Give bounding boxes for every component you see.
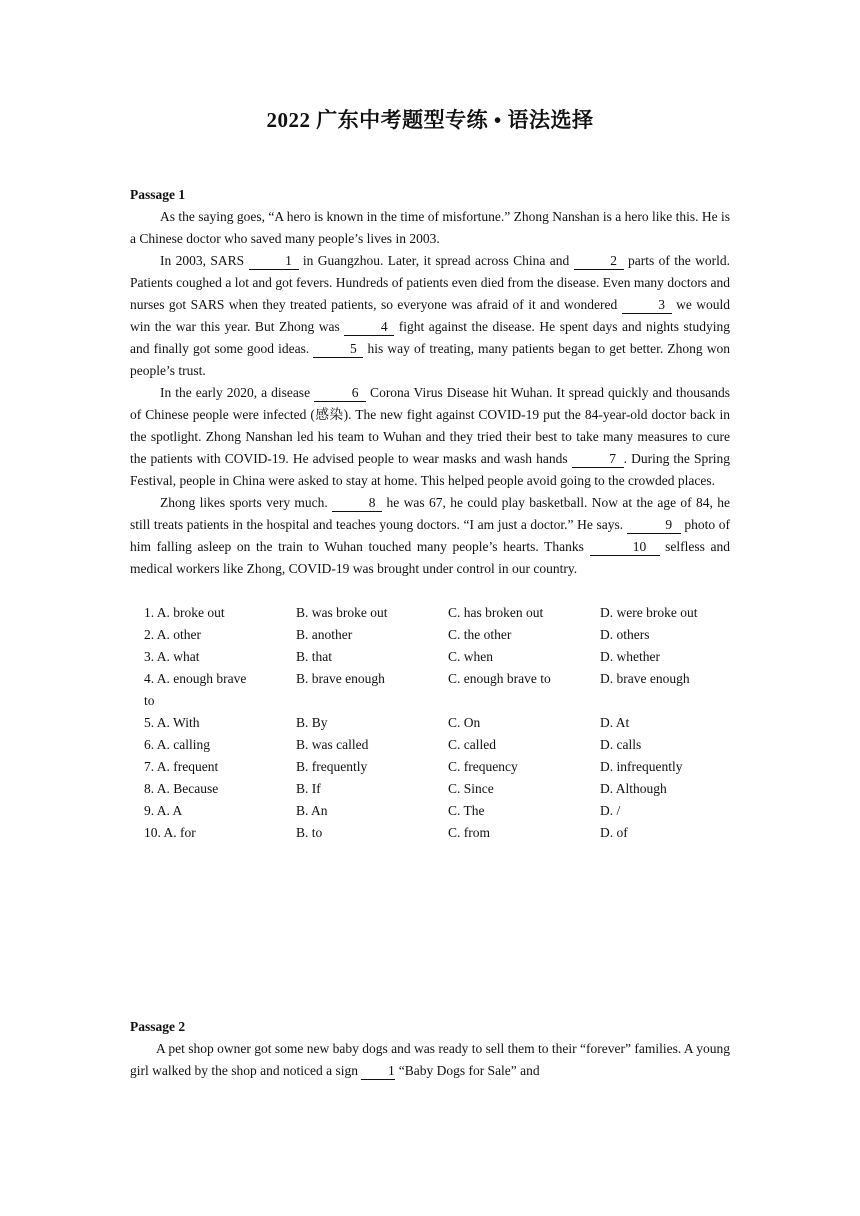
option-row <box>144 734 730 756</box>
option-d: D. calls <box>600 737 642 752</box>
blank-1: 1 <box>361 1063 395 1080</box>
option-b: B. another <box>296 627 353 642</box>
option-a: 7. A. frequent <box>144 759 219 774</box>
passage-2-heading: Passage 2 <box>130 1019 186 1034</box>
option-row <box>144 800 730 822</box>
option-c: C. On <box>448 715 481 730</box>
option-c: C. when <box>448 649 493 664</box>
option-b: B. was called <box>296 737 369 752</box>
option-d: D. were broke out <box>600 605 698 620</box>
passage-1 <box>130 184 730 844</box>
option-c: C. from <box>448 825 490 840</box>
paragraph-text: In the early 2020, a disease <box>160 385 315 400</box>
option-row <box>144 778 730 800</box>
blank-7: 7 <box>572 451 624 468</box>
paragraph-text: A pet shop owner got some new baby dogs and was ready to sell them to their “forever” families. A young girl walked by the shop and noticed a sign <box>130 1041 730 1078</box>
paragraph-text: As the saying goes, “A hero is known in the time of misfortune.” Zhong Nanshan is a hero like this. He is a Chinese doctor who saved many people’s lives in 2003. <box>130 209 730 246</box>
blank-4: 4 <box>344 319 394 336</box>
paragraph-text: photo of him falling asleep on the train to Wuhan touched many people’s hearts. Thanks <box>130 517 730 554</box>
option-a: 8. A. Because <box>144 781 219 796</box>
paragraph-text: he was 67, he could play basketball. Now at the age of 84, he still treats patients in the hospital and teaches young doctors. “I am just a doctor.” He says. <box>130 495 731 532</box>
paragraph-text: fight against the disease. He spent days and nights studying and finally got some good ideas. <box>130 319 731 356</box>
blank-2: 2 <box>574 253 624 270</box>
blank-10: 10 <box>590 539 660 556</box>
option-a: 2. A. other <box>144 627 201 642</box>
paragraph-text: selfless and medical workers like Zhong, COVID-19 was brought under control in our country. <box>130 539 731 576</box>
passage-2 <box>130 1016 730 1082</box>
option-c: C. enough brave to <box>448 671 551 686</box>
paragraph-4 <box>130 492 730 580</box>
option-a: 3. A. what <box>144 649 200 664</box>
blank-8: 8 <box>332 495 382 512</box>
option-b: B. An <box>296 803 328 818</box>
paragraph-text: . During the Spring Festival, people in China were asked to stay at home. This helped people avoid going to the crowded places. <box>130 451 730 488</box>
paragraph-text: In 2003, SARS <box>160 253 249 268</box>
option-c: C. has broken out <box>448 605 544 620</box>
option-a: 5. A. With <box>144 715 200 730</box>
option-a: 6. A. calling <box>144 737 210 752</box>
paragraph-text: “Baby Dogs for Sale” and <box>395 1063 540 1078</box>
option-b: B. brave enough <box>296 671 385 686</box>
option-row <box>144 822 730 844</box>
paragraph-text: Zhong likes sports very much. <box>160 495 333 510</box>
paragraph-1 <box>130 206 730 250</box>
option-b: B. was broke out <box>296 605 388 620</box>
option-a: 10. A. for <box>144 825 196 840</box>
option-a: 4. A. enough brave <box>144 671 247 686</box>
blank-9: 9 <box>627 517 681 534</box>
option-row <box>144 712 730 734</box>
option-row <box>144 602 730 624</box>
option-row <box>144 646 730 668</box>
paragraph-3 <box>130 382 730 492</box>
blank-1: 1 <box>249 253 299 270</box>
blank-5: 5 <box>313 341 363 358</box>
option-d: D. Although <box>600 781 667 796</box>
passage-1-heading: Passage 1 <box>130 187 186 202</box>
option-d: D. of <box>600 825 628 840</box>
paragraph-text: in Guangzhou. Later, it spread across China and <box>298 253 574 268</box>
paragraph-text: parts of the world. Patients coughed a lot and got fevers. Hundreds of patients even died from the disease. Even many doctors and nurses got SARS when they treated patients, so everyone was afraid of it and wondered <box>130 253 731 312</box>
option-c: C. frequency <box>448 759 518 774</box>
option-d: D. others <box>600 627 650 642</box>
option-a: 1. A. broke out <box>144 605 225 620</box>
option-c: C. Since <box>448 781 494 796</box>
option-row <box>144 624 730 646</box>
paragraph-text: we would win the war this year. But Zhong was <box>130 297 730 334</box>
option-b: B. frequently <box>296 759 368 774</box>
blank-3: 3 <box>622 297 672 314</box>
option-c: C. called <box>448 737 496 752</box>
option-b: B. to <box>296 825 323 840</box>
paragraph-2 <box>130 250 730 382</box>
option-row-continued <box>144 690 730 712</box>
paragraph-text: his way of treating, many patients began to get better. Zhong won people’s trust. <box>130 341 730 378</box>
option-a-continued: to <box>144 693 155 708</box>
option-d: D. whether <box>600 649 660 664</box>
option-b: B. that <box>296 649 332 664</box>
option-a: 9. A. A <box>144 803 183 818</box>
paragraph-1 <box>130 1038 730 1082</box>
option-d: D. / <box>600 803 621 818</box>
option-d: D. infrequently <box>600 759 683 774</box>
paragraph-text: Corona Virus Disease hit Wuhan. It spread quickly and thousands of Chinese people were infected (感染). The new fight against COVID-19 put the 84-year-old doctor back in the spotlight. Zhong Nanshan led his team to Wuhan and they tried their best to take many measures to cure the patients with COVID-19. He advised people to wear masks and wash hands <box>130 385 730 466</box>
option-c: C. The <box>448 803 485 818</box>
blank-6: 6 <box>314 385 366 402</box>
option-b: B. By <box>296 715 328 730</box>
option-b: B. If <box>296 781 321 796</box>
option-d: D. At <box>600 715 630 730</box>
document-title: 2022 广东中考题型专练 • 语法选择 <box>266 108 594 132</box>
option-row <box>144 668 730 690</box>
option-row <box>144 756 730 778</box>
option-c: C. the other <box>448 627 512 642</box>
answer-options <box>144 602 730 844</box>
option-d: D. brave enough <box>600 671 690 686</box>
